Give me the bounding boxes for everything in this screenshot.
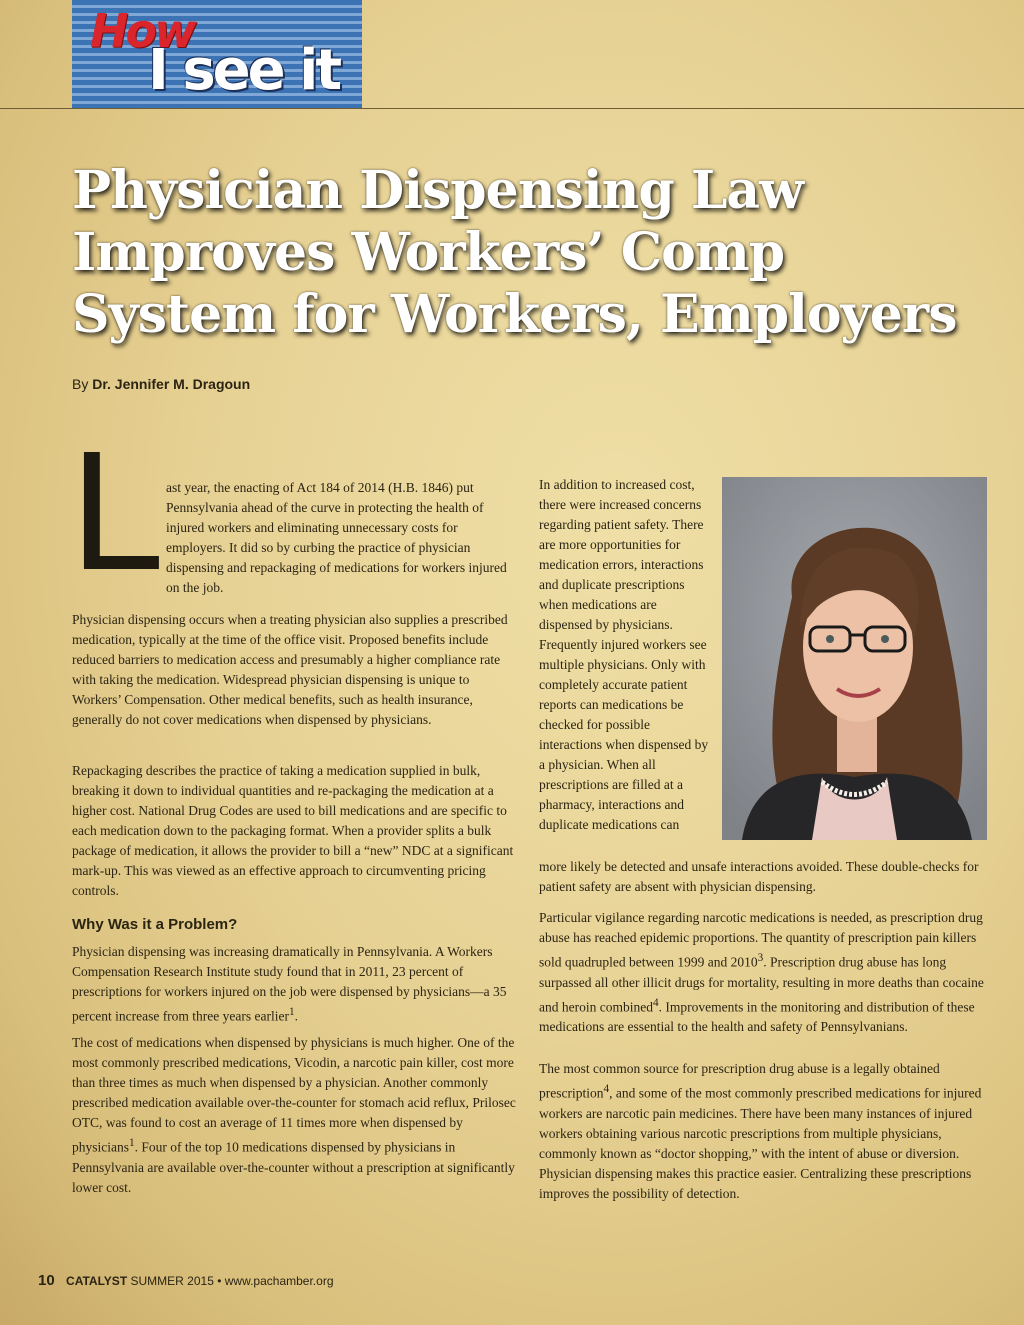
paragraph-patient-safety-cont: more likely be detected and unsafe interactions avoided. These double-checks for patient safety are absent with physician dispensing. <box>539 859 979 894</box>
subheading-why-problem: Why Was it a Problem? <box>72 916 238 933</box>
page-footer <box>38 1272 334 1289</box>
section-logo <box>72 0 362 108</box>
footnote-ref: 4 <box>652 996 659 1009</box>
footnote-ref: 4 <box>603 1083 610 1095</box>
r3-text-b: , and some of the most commonly prescribed medications for injured workers are narcotic pain medicines. There have been many instances of injured workers obtaining various narcotic prescriptions from multiple physicians, commonly known as “doctor shopping,” with the intent of abuse or diversion. Physician dispensing makes this practice easier. Centralizing these prescriptions improves the possibility of detection. <box>539 1085 982 1201</box>
r2-text-a: Particular vigilance regarding narcotic medications is needed, as prescription drug abuse has reached epidemic proportions. The quantity of prescription pain killers sold quadrupled between 1999 and 2010 <box>539 910 983 970</box>
p4-end: . Four of the top 10 medications dispensed by physicians in Pennsylvania are available over-the-counter without a prescription at significantly lower cost. <box>72 1139 515 1195</box>
paragraph-patient-safety: In addition to increased cost, there were increased concerns regarding patient safety. There are more opportunities for medication errors, interactions and duplicate prescriptions when medications are dispensed by physicians. Frequently injured workers see multiple physicians. Only with completely accurate patient reports can medications be checked for possible interactions when dispensed by a physician. When all prescriptions are filled at a pharmacy, interactions and duplicate medications can <box>539 477 709 832</box>
footnote-ref: 1 <box>129 1137 135 1149</box>
paragraph-physician-dispensing: Physician dispensing occurs when a treating physician also supplies a prescribed medication, typically at the time of the office visit. Proposed benefits include reduced barriers to medication access and presumably a higher compliance rate with taking the medication. Widespread physician dispensing is unique to Workers’ Compensation. Other medical benefits, such as health insurance, generally do not cover medications when dispensed by physicians. <box>72 612 508 727</box>
header-divider <box>0 108 1024 109</box>
byline-prefix: By <box>72 376 89 392</box>
p4-text: The cost of medications when dispensed by physicians is much higher. One of the most commonly prescribed medications, Vicodin, a narcotic pain killer, cost more than three times as much when dispensed by a physician. Another commonly prescribed medication available over-the-counter for stomach acid reflux, Prilosec OTC, was found to cost an average of 11 times more when dispensed by physicians <box>72 1035 516 1155</box>
paragraph-doctor-shopping <box>539 1059 989 1204</box>
paragraph-repackaging: Repackaging describes the practice of taking a medication supplied in bulk, breaking it down to individual quantities and re-packaging the medication at a higher cost. National Drug Codes are used to bill medications and are specific to each medication down to the packaging format. When a provider splits a bulk package of medication, it allows the provider to bill a “new” NDC at a significant mark-up. This was viewed as an effective approach to circumventing pricing controls. <box>72 763 514 898</box>
author-photo <box>722 477 987 840</box>
footnote-ref: 3 <box>757 952 764 964</box>
paragraph-increase <box>72 942 518 1027</box>
magazine-name: CATALYST <box>66 1274 128 1288</box>
website-url: www.pachamber.org <box>224 1274 334 1288</box>
drop-cap: L <box>70 416 165 606</box>
footer-bullet: • <box>217 1274 222 1288</box>
r3-text-a: The most common source for prescription drug abuse is a legally obtained prescription <box>539 1061 940 1101</box>
logo-see-it-text: I see it <box>148 38 340 103</box>
byline <box>72 376 250 392</box>
paragraph-narcotics <box>539 908 989 1037</box>
article-headline: Physician Dispensing Law Improves Workers’ Comp System for Workers, Employers <box>72 160 957 345</box>
issue-label: SUMMER 2015 <box>130 1274 214 1288</box>
page-number: 10 <box>38 1272 55 1289</box>
r2-text-c: . Improvements in the monitoring and distribution of these medications are essential to the health and safety of Pennsylvanians. <box>539 999 975 1034</box>
author-name: Dr. Jennifer M. Dragoun <box>92 376 251 392</box>
logo-how-text: How <box>90 4 194 58</box>
p3-text: Physician dispensing was increasing dramatically in Pennsylvania. A Workers Compensation Research Institute study found that in 2011, 23 percent of prescriptions for workers injured on the job were dispensed by physicians—a 35 percent increase from three years earlier <box>72 944 507 1024</box>
r2-text-b: . Prescription drug abuse has long surpassed all other illicit drugs for mortality, resulting in more deaths than cocaine and heroin combined <box>539 954 984 1014</box>
footnote-ref: 1 <box>289 1006 295 1018</box>
portrait-illustration <box>722 477 987 840</box>
paragraph-cost <box>72 1033 518 1198</box>
intro-paragraph: ast year, the enacting of Act 184 of 2014 (H.B. 1846) put Pennsylvania ahead of the curve in protecting the health of injured workers and eliminating unnecessary costs for employers. It did so by curbing the practice of physician dispensing and repackaging of medications for workers injured on the job. <box>166 480 507 595</box>
p3-end: . <box>294 1008 298 1024</box>
